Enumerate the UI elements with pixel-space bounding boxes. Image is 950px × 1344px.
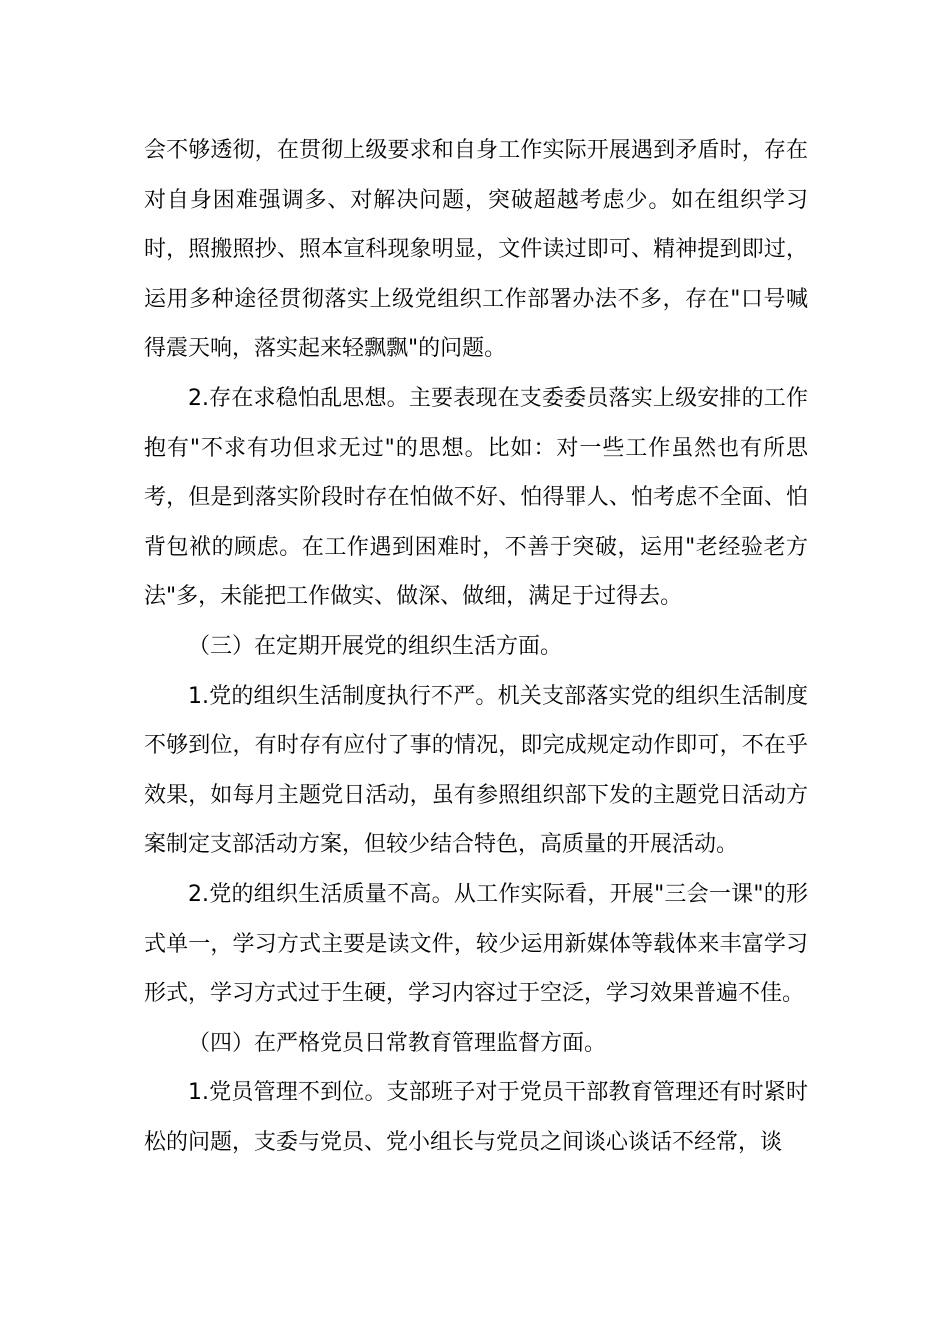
section-heading-3: （三）在定期开展党的组织生活方面。: [188, 633, 563, 659]
paragraph-item-2-org-life-quality: 2.党的组织生活质量不高。从工作实际看，开展"三会一课"的形式单一，学习方式主要是读文件，较少运用新媒体等载体来丰富学习形式，学习方式过于生硬，学习内容过于空泛，学习效果普遍不佳。: [144, 881, 808, 1007]
document-body: [144, 126, 808, 1167]
paragraph-item-2-stability: 2.存在求稳怕乱思想。主要表现在支委委员落实上级安排的工作抱有"不求有功但求无过"的思想。比如：对一些工作虽然也有所思考，但是到落实阶段时存在怕做不好、怕得罪人、怕考虑不全面、怕背包袱的顾虑。在工作遇到困难时，不善于突破，运用"老经验老方法"多，未能把工作做实、做深、做细，满足于过得去。: [144, 385, 808, 610]
section-heading-4: （四）在严格党员日常教育管理监督方面。: [188, 1030, 607, 1056]
paragraph-item-1-member-management: 1.党员管理不到位。支部班子对于党员干部教育管理还有时紧时松的问题，支委与党员、党小组长与党员之间谈心谈话不经常，谈: [144, 1080, 808, 1155]
paragraph-item-1-org-life: 1.党的组织生活制度执行不严。机关支部落实党的组织生活制度不够到位，有时存有应付了事的情况，即完成规定动作即可，不在乎效果，如每月主题党日活动，虽有参照组织部下发的主题党日活动方案制定支部活动方案，但较少结合特色，高质量的开展活动。: [144, 683, 808, 858]
paragraph-continuation: 会不够透彻，在贯彻上级要求和自身工作实际开展遇到矛盾时，存在对自身困难强调多、对解决问题，突破超越考虑少。如在组织学习时，照搬照抄、照本宣科现象明显，文件读过即可、精神提到即过，运用多种途径贯彻落实上级党组织工作部署办法不多，存在"口号喊得震天响，落实起来轻飘飘"的问题。: [144, 138, 808, 362]
